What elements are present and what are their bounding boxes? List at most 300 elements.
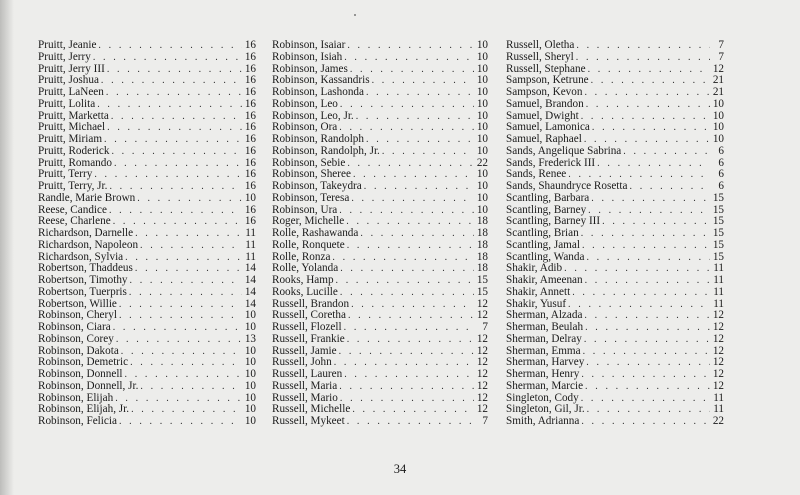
dot-leader [585, 381, 710, 393]
dot-leader [344, 52, 474, 64]
entry-name: Shakir, Ameenan [506, 274, 583, 286]
dot-leader [585, 322, 710, 334]
index-entry [38, 275, 256, 287]
entry-name: Scantling, Jamal [506, 238, 580, 251]
entry-page-number: 12 [476, 356, 488, 369]
entry-name: Robinson, Ciara [38, 321, 111, 333]
dot-leader [351, 299, 474, 311]
entry-name: Robinson, Leo, Jr. [272, 109, 354, 122]
entry-page-number: 10 [476, 50, 488, 63]
entry-page-number: 11 [245, 227, 256, 239]
entry-page-number: 10 [476, 180, 488, 192]
entry-name: Pruitt, Michael [38, 121, 106, 134]
entry-page-number: 7 [718, 50, 724, 63]
entry-name: Robinson, Isiah [272, 50, 343, 63]
index-entry [38, 52, 256, 64]
entry-page-number: 11 [713, 262, 724, 275]
entry-name: Scantling, Barbara [506, 191, 590, 204]
entry-page-number: 15 [476, 285, 488, 298]
entry-name: Sampson, Ketrune [506, 74, 589, 87]
entry-page-number: 10 [244, 415, 256, 427]
index-entry [272, 193, 488, 205]
index-entry [506, 334, 724, 346]
dot-leader [372, 75, 474, 87]
entry-name: Richardson, Darnelle [38, 227, 134, 239]
dot-leader [356, 111, 474, 123]
index-column-3 [506, 40, 724, 428]
entry-name: Pruitt, Jeanie [38, 39, 97, 51]
dot-leader [591, 75, 710, 87]
index-entry [506, 416, 724, 428]
index-entry [272, 181, 488, 193]
dot-leader [587, 404, 710, 416]
entry-page-number: 22 [712, 415, 724, 427]
entry-page-number: 12 [712, 321, 724, 333]
dot-leader [586, 357, 710, 369]
index-entry [38, 193, 256, 205]
entry-page-number: 16 [244, 62, 256, 75]
entry-page-number: 12 [712, 332, 724, 345]
entry-page-number: 14 [244, 297, 256, 310]
entry-name: Sands, Shaundryce Rosetta [506, 180, 628, 192]
index-entry [272, 381, 488, 393]
entry-name: Pruitt, Jerry [38, 50, 91, 63]
dot-leader [353, 169, 474, 181]
entry-page-number: 12 [712, 344, 724, 357]
entry-name: Robinson, Kassandris [272, 74, 370, 87]
entry-page-number: 11 [713, 391, 724, 404]
index-entry [272, 240, 488, 252]
entry-page-number: 16 [244, 86, 256, 98]
index-entry [506, 87, 724, 99]
entry-page-number: 10 [244, 356, 256, 369]
entry-page-number: 14 [244, 274, 256, 286]
entry-name: Randle, Marie Brown [38, 191, 136, 204]
dot-leader [366, 87, 474, 99]
dot-leader [140, 240, 242, 252]
entry-page-number: 16 [244, 50, 256, 63]
entry-name: Roger, Michelle [272, 215, 345, 228]
index-entry [272, 322, 488, 334]
entry-page-number: 11 [245, 238, 256, 251]
dot-leader [581, 393, 710, 405]
index-entry [506, 134, 724, 146]
index-entry [38, 134, 256, 146]
dot-leader [366, 134, 474, 146]
entry-name: Smith, Adrianna [506, 415, 580, 427]
entry-name: Russell, Mykeet [272, 415, 345, 427]
entry-name: Sherman, Harvey [506, 356, 585, 369]
entry-page-number: 12 [476, 391, 488, 404]
entry-name: Robinson, Felicia [38, 415, 117, 427]
entry-name: Scantling, Brian [506, 227, 579, 239]
paper-speck [354, 14, 356, 16]
dot-leader [111, 146, 242, 158]
dot-leader [592, 122, 710, 134]
entry-name: Robinson, Corey [38, 332, 114, 345]
entry-page-number: 18 [476, 238, 488, 251]
entry-page-number: 18 [476, 262, 488, 275]
index-entry [38, 181, 256, 193]
dot-leader [584, 134, 710, 146]
index-entry [38, 99, 256, 111]
entry-page-number: 12 [712, 62, 724, 75]
entry-name: Samuel, Lamonica [506, 121, 590, 134]
dot-leader [585, 275, 710, 287]
dot-leader [347, 334, 474, 346]
dot-leader [339, 381, 474, 393]
entry-page-number: 10 [712, 133, 724, 145]
dot-leader [347, 158, 474, 170]
entry-name: Sherman, Henry [506, 368, 580, 380]
entry-page-number: 10 [476, 133, 488, 145]
entry-page-number: 10 [244, 344, 256, 357]
dot-leader [581, 228, 710, 240]
entry-name: Pruitt, Marketta [38, 109, 109, 122]
entry-name: Pruitt, Romando [38, 156, 112, 169]
entry-name: Scantling, Barney III [506, 215, 601, 228]
entry-name: Russell, Jamie [272, 344, 337, 357]
entry-name: Robinson, Donnell [38, 368, 123, 380]
dot-leader [581, 111, 710, 123]
index-entry [506, 322, 724, 334]
entry-name: Rooks, Lucille [272, 285, 338, 298]
entry-page-number: 22 [476, 156, 488, 169]
entry-name: Russell, John [272, 356, 332, 369]
entry-name: Robinson, Ora [272, 121, 338, 134]
entry-page-number: 16 [244, 144, 256, 157]
entry-page-number: 10 [244, 191, 256, 204]
entry-page-number: 10 [476, 97, 488, 110]
index-entry [506, 381, 724, 393]
dot-leader [119, 299, 242, 311]
entry-page-number: 21 [712, 86, 724, 98]
dot-leader [344, 369, 474, 381]
entry-name: Robinson, Sebie [272, 156, 346, 169]
index-entry [506, 240, 724, 252]
dot-leader [347, 40, 474, 52]
dot-leader [116, 334, 242, 346]
entry-page-number: 10 [244, 321, 256, 333]
entry-name: Scantling, Wanda [506, 250, 585, 263]
entry-name: Rooks, Hamp [272, 274, 334, 286]
dot-leader [119, 310, 242, 322]
entry-page-number: 12 [712, 379, 724, 392]
entry-name: Russell, Coretha [272, 309, 346, 322]
index-entry [506, 40, 724, 52]
dot-leader [351, 193, 474, 205]
index-entry [38, 87, 256, 99]
entry-page-number: 12 [476, 379, 488, 392]
entry-page-number: 10 [712, 97, 724, 110]
entry-page-number: 16 [244, 97, 256, 110]
entry-page-number: 6 [718, 180, 724, 192]
entry-page-number: 10 [476, 74, 488, 87]
entry-page-number: 10 [476, 86, 488, 98]
index-entry [506, 369, 724, 381]
entry-name: Sands, Frederick III [506, 156, 596, 169]
dot-leader [382, 146, 474, 158]
entry-page-number: 15 [712, 191, 724, 204]
entry-name: Samuel, Raphael [506, 133, 582, 145]
entry-page-number: 18 [476, 215, 488, 228]
index-entry [506, 146, 724, 158]
index-entry [38, 40, 256, 52]
entry-name: Sherman, Marcie [506, 379, 584, 392]
entry-page-number: 12 [476, 309, 488, 322]
dot-leader [109, 181, 242, 193]
dot-leader [568, 299, 710, 311]
entry-name: Robinson, Dakota [38, 344, 119, 357]
dot-leader [114, 158, 242, 170]
entry-page-number: 10 [476, 109, 488, 122]
index-entry [38, 322, 256, 334]
entry-page-number: 12 [476, 344, 488, 357]
entry-page-number: 14 [244, 285, 256, 298]
dot-leader [115, 393, 242, 405]
entry-page-number: 11 [713, 274, 724, 286]
dot-leader [588, 205, 710, 217]
entry-name: Pruitt, Roderick [38, 144, 110, 157]
entry-page-number: 16 [244, 133, 256, 145]
entry-name: Robinson, Sheree [272, 168, 351, 181]
dot-leader [340, 287, 474, 299]
index-entry [272, 40, 488, 52]
dot-leader [340, 263, 474, 275]
entry-page-number: 10 [244, 391, 256, 404]
entry-page-number: 18 [476, 227, 488, 239]
entry-page-number: 6 [718, 156, 724, 169]
entry-page-number: 10 [244, 379, 256, 392]
entry-page-number: 15 [712, 227, 724, 239]
index-entry [272, 134, 488, 146]
dot-leader [582, 240, 710, 252]
entry-page-number: 10 [712, 121, 724, 134]
entry-page-number: 7 [482, 321, 488, 333]
index-entry [506, 181, 724, 193]
dot-leader [334, 357, 474, 369]
index-entry [272, 228, 488, 240]
dot-leader [131, 404, 242, 416]
index-entry [506, 275, 724, 287]
entry-name: Singleton, Gil, Jr. [506, 403, 585, 416]
dot-leader [104, 134, 242, 146]
entry-name: Rolle, Ronza [272, 250, 331, 263]
dot-leader [584, 310, 710, 322]
entry-name: Pruitt, LaNeen [38, 86, 104, 98]
index-entry [38, 416, 256, 428]
entry-name: Shakir, Adib [506, 262, 563, 275]
index-entry [272, 99, 488, 111]
dot-leader [348, 310, 474, 322]
entry-name: Robertson, Timothy [38, 274, 128, 286]
entry-name: Scantling, Barney [506, 203, 587, 216]
entry-name: Robinson, Cheryl [38, 309, 117, 322]
dot-leader [597, 158, 710, 170]
entry-name: Robinson, Donnell, Jr. [38, 379, 139, 392]
dot-leader [591, 193, 710, 205]
index-entry [38, 369, 256, 381]
dot-leader [581, 416, 710, 428]
dot-leader [630, 181, 711, 193]
entry-name: Robinson, Lashonda [272, 86, 364, 98]
entry-page-number: 15 [712, 203, 724, 216]
entry-name: Shakir, Yusuf [506, 297, 567, 310]
entry-name: Sherman, Delray [506, 332, 582, 345]
entry-name: Russell, Flozell [272, 321, 342, 333]
entry-name: Singleton, Cody [506, 391, 579, 404]
dot-leader [623, 146, 710, 158]
dot-leader [586, 252, 710, 264]
entry-page-number: 15 [712, 215, 724, 228]
entry-name: Pruitt, Terry, Jr. [38, 180, 108, 192]
entry-name: Russell, Sheryl [506, 50, 574, 63]
entry-page-number: 11 [245, 250, 256, 263]
index-entry [38, 334, 256, 346]
index-entry [38, 228, 256, 240]
entry-page-number: 16 [244, 39, 256, 51]
dot-leader [347, 416, 474, 428]
entry-page-number: 11 [713, 297, 724, 310]
dot-leader [360, 228, 474, 240]
entry-name: Sherman, Emma [506, 344, 581, 357]
entry-name: Pruitt, Lolita [38, 97, 96, 110]
entry-page-number: 10 [476, 203, 488, 216]
dot-leader [140, 381, 242, 393]
index-entry [38, 381, 256, 393]
dot-leader [106, 87, 242, 99]
entry-name: Richardson, Napoleon [38, 238, 139, 251]
index-entry [38, 146, 256, 158]
entry-page-number: 11 [713, 285, 724, 298]
entry-page-number: 12 [712, 309, 724, 322]
dot-leader [340, 393, 474, 405]
dot-leader [111, 111, 242, 123]
index-entry [506, 228, 724, 240]
entry-page-number: 11 [713, 403, 724, 416]
index-entry [38, 240, 256, 252]
dot-leader [332, 252, 474, 264]
entry-name: Shakir, Annett [506, 285, 571, 298]
entry-name: Samuel, Brandon [506, 97, 584, 110]
entry-page-number: 10 [244, 309, 256, 322]
dot-leader [588, 64, 710, 76]
entry-name: Sherman, Alzada [506, 309, 583, 322]
entry-name: Samuel, Dwight [506, 109, 579, 122]
entry-name: Russell, Maria [272, 379, 338, 392]
entry-page-number: 10 [476, 62, 488, 75]
dot-leader [584, 334, 710, 346]
entry-page-number: 15 [712, 238, 724, 251]
dot-leader [583, 346, 710, 358]
entry-page-number: 12 [476, 332, 488, 345]
entry-name: Rolle, Ronquete [272, 238, 345, 251]
entry-name: Russell, Oletha [506, 39, 575, 51]
entry-page-number: 16 [244, 109, 256, 122]
dot-leader [109, 205, 242, 217]
entry-page-number: 16 [244, 74, 256, 87]
dot-leader [352, 404, 474, 416]
entry-name: Rolle, Yolanda [272, 262, 339, 275]
entry-page-number: 10 [244, 403, 256, 416]
dot-leader [347, 240, 474, 252]
entry-page-number: 15 [712, 250, 724, 263]
entry-page-number: 12 [476, 368, 488, 380]
dot-leader [135, 228, 242, 240]
entry-name: Pruitt, Terry [38, 168, 93, 181]
index-entry [272, 146, 488, 158]
entry-name: Pruitt, Joshua [38, 74, 99, 87]
entry-page-number: 7 [718, 39, 724, 51]
entry-name: Reese, Charlene [38, 215, 111, 228]
entry-page-number: 10 [476, 39, 488, 51]
entry-page-number: 16 [244, 156, 256, 169]
dot-leader [584, 87, 710, 99]
entry-name: Robertson, Thaddeus [38, 262, 133, 275]
index-entry [272, 275, 488, 287]
dot-leader [340, 99, 474, 111]
dot-leader [113, 322, 242, 334]
dot-leader [564, 263, 710, 275]
entry-name: Russell, Lauren [272, 368, 343, 380]
index-entry [272, 334, 488, 346]
entry-page-number: 13 [244, 332, 256, 345]
entry-name: Rolle, Rashawanda [272, 227, 359, 239]
entry-name: Robertson, Tuerpris [38, 285, 127, 298]
entry-page-number: 10 [244, 368, 256, 380]
index-entry [272, 52, 488, 64]
dot-leader [125, 252, 242, 264]
entry-page-number: 10 [476, 121, 488, 134]
entry-name: Robinson, Elijah, Jr. [38, 403, 130, 416]
entry-name: Richardson, Sylvia [38, 250, 124, 263]
dot-leader [336, 275, 474, 287]
entry-page-number: 16 [244, 168, 256, 181]
entry-page-number: 16 [244, 203, 256, 216]
entry-page-number: 16 [244, 215, 256, 228]
dot-leader [339, 205, 474, 217]
entry-page-number: 6 [718, 144, 724, 157]
entry-name: Robinson, James [272, 62, 348, 75]
index-column-1 [38, 40, 256, 428]
index-entry [272, 87, 488, 99]
entry-page-number: 12 [712, 356, 724, 369]
dot-leader [576, 40, 710, 52]
dot-leader [602, 216, 710, 228]
index-entry [272, 369, 488, 381]
entry-name: Robertson, Willie [38, 297, 117, 310]
dot-leader [129, 287, 242, 299]
page-edge-shadow [0, 0, 14, 495]
entry-page-number: 12 [476, 297, 488, 310]
dot-leader [130, 275, 242, 287]
entry-page-number: 12 [712, 368, 724, 380]
entry-page-number: 10 [712, 109, 724, 122]
entry-page-number: 16 [244, 180, 256, 192]
dot-leader [107, 64, 242, 76]
index-entry [272, 287, 488, 299]
dot-leader [130, 357, 242, 369]
dot-leader [125, 369, 242, 381]
entry-page-number: 7 [482, 415, 488, 427]
entry-page-number: 14 [244, 262, 256, 275]
entry-name: Sands, Angelique Sabrina [506, 144, 622, 157]
entry-name: Robinson, Ura [272, 203, 338, 216]
dot-leader [346, 216, 474, 228]
dot-leader [119, 416, 242, 428]
entry-name: Robinson, Isaiar [272, 39, 346, 51]
index-entry [506, 287, 724, 299]
